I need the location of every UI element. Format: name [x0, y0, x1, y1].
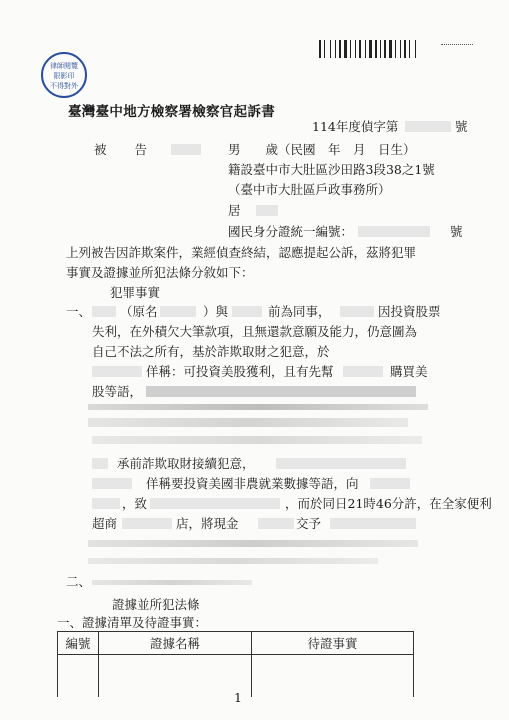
obscured-text-band	[88, 404, 428, 410]
redaction-block	[258, 518, 294, 529]
table-header-cell: 證據名稱	[99, 632, 252, 655]
table-header-row	[58, 632, 414, 655]
facts-line-5: 股等語，	[92, 384, 143, 399]
redaction-block	[92, 306, 116, 317]
redaction-block	[92, 478, 132, 489]
facts-line1-a: （原名	[120, 304, 158, 319]
table-header-cell: 編號	[58, 632, 99, 655]
redaction-block	[92, 498, 120, 509]
defendant-gender-age: 男 歲（民國 年 月 日生）	[228, 142, 416, 157]
redaction-block	[92, 366, 142, 377]
redaction-block	[122, 518, 172, 529]
case-number-prefix: 114年度偵字第	[312, 119, 399, 134]
barcode-tail	[441, 44, 473, 51]
table-cell	[252, 655, 414, 698]
facts-line-7: 佯稱要投資美國非農就業數據等語，向	[146, 476, 359, 491]
evidence-subheading: 一、證據清單及待證事實：	[57, 615, 208, 630]
facts-line-4b: 購買美	[390, 364, 428, 379]
document-title: 臺灣臺中地方檢察署檢察官起訴書	[68, 104, 275, 120]
redaction-block	[405, 121, 451, 132]
obscured-text-band	[88, 540, 418, 547]
defendant-label: 被 告	[94, 142, 149, 157]
defendant-residence-label: 居	[228, 203, 241, 218]
stamp-line-2: 限影印	[53, 72, 75, 80]
stamp-line-1: 律師閱覽	[50, 62, 78, 70]
facts-line-9c: 交予	[296, 516, 322, 531]
redaction-block	[160, 306, 196, 317]
facts-line-9a: 超商	[92, 516, 118, 531]
facts-line1-b: ）與	[203, 304, 229, 319]
facts-line1-d: 因投資股票	[378, 304, 441, 319]
defendant-registered-note: （臺中市大肚區戶政事務所）	[228, 182, 391, 197]
defendant-id-suffix: 號	[450, 224, 463, 239]
redaction-block	[92, 458, 108, 469]
case-number-suffix: 號	[455, 119, 468, 134]
review-stamp	[41, 52, 87, 98]
stamp-line-3: 不得對外	[50, 82, 78, 90]
barcode	[319, 40, 439, 58]
redaction-block	[370, 478, 410, 489]
redaction-block	[171, 144, 201, 155]
facts-line-8a: ，致	[122, 496, 148, 511]
redaction-block	[340, 306, 374, 317]
evidence-table	[57, 631, 414, 697]
facts-line-8b: ，而於同日21時46分許，在全家便利	[285, 496, 492, 511]
defendant-id-label: 國民身分證統一編號：	[228, 224, 354, 239]
intro-line-1: 上列被告因詐欺案件，業經偵查終結，認應提起公訴，茲將犯罪	[66, 245, 417, 260]
table-cell	[58, 655, 99, 698]
facts-line-9b: 店，將現金	[176, 516, 239, 531]
redaction-block	[358, 226, 430, 237]
table-cell	[99, 655, 252, 698]
obscured-text-band	[92, 436, 422, 444]
facts-line-3: 自己不法之所有，基於詐欺取財之犯意，於	[92, 344, 330, 359]
facts-item2-marker: 二、	[66, 574, 92, 589]
redaction-block	[150, 498, 280, 509]
redaction-block	[256, 205, 278, 216]
facts-line1-c: 前為同事，	[268, 304, 331, 319]
table-header-cell: 待證事實	[252, 632, 414, 655]
facts-item1-marker: 一、	[66, 304, 92, 319]
facts-line-2: 失利，在外積欠大筆款項，且無還款意願及能力，仍意圖為	[92, 324, 418, 339]
facts-line-4: 佯稱：可投資美股獲利，且有先幫	[146, 364, 334, 379]
obscured-text-band	[88, 558, 378, 564]
obscured-text-band	[92, 580, 252, 585]
facts-line-6: 承前詐欺取財接續犯意，	[117, 456, 255, 471]
page-number: 1	[234, 690, 242, 705]
redaction-block	[146, 386, 416, 397]
obscured-text-band	[88, 418, 408, 427]
facts-heading: 犯罪事實	[110, 285, 161, 300]
redaction-block	[276, 458, 406, 469]
redaction-block	[343, 366, 383, 377]
redaction-block	[232, 306, 262, 317]
evidence-heading: 證據並所犯法條	[112, 597, 200, 612]
redaction-block	[330, 518, 416, 529]
intro-line-2: 事實及證據並所犯法條分敘如下：	[66, 265, 254, 280]
defendant-registered-address: 籍設臺中市大肚區沙田路3段38之1號	[228, 162, 435, 177]
